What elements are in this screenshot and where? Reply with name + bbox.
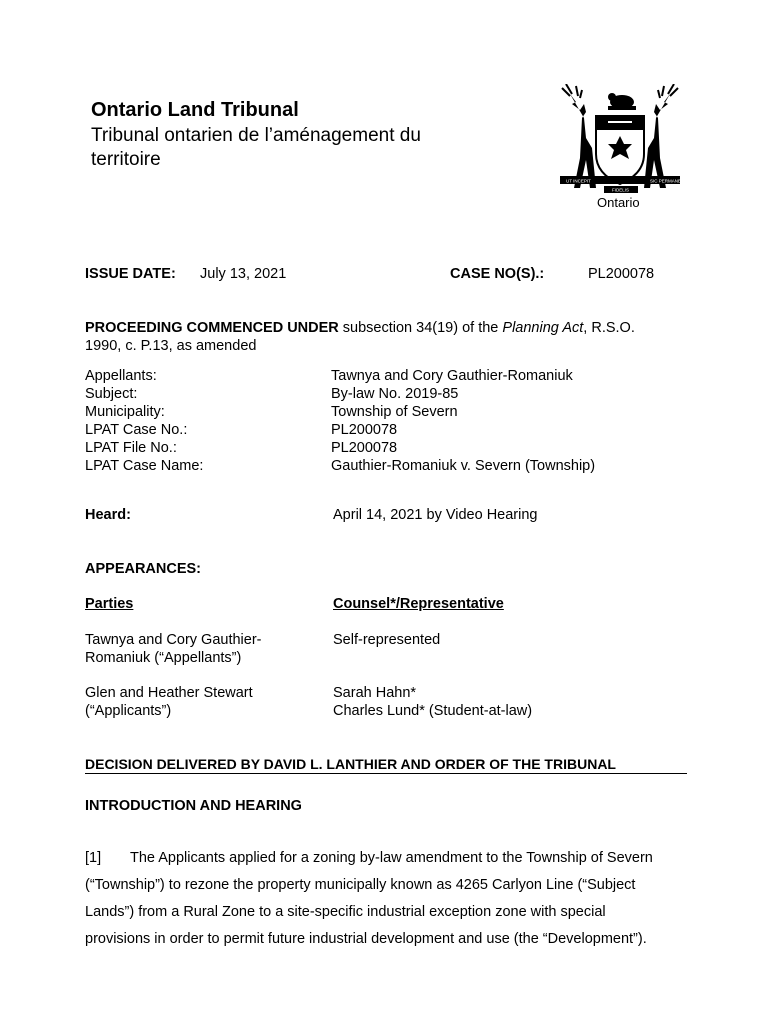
detail-label-subject: Subject: — [85, 386, 138, 402]
tribunal-title-fr: Tribunal ontarien de l’aménagement du territoire — [91, 125, 421, 170]
paragraph-1-number: [1] — [85, 850, 102, 866]
issue-date-label: ISSUE DATE: — [85, 266, 176, 282]
detail-value-case-name: Gauthier-Romaniuk v. Severn (Township) — [331, 458, 596, 474]
decision-heading-rule — [85, 773, 687, 774]
detail-label-case-name: LPAT Case Name: — [85, 458, 204, 474]
tribunal-title-en: Ontario Land Tribunal — [91, 99, 299, 121]
decision-heading: DECISION DELIVERED BY DAVID L. LANTHIER AND ORDER OF THE TRIBUNAL — [85, 756, 616, 772]
motto-right: SIC PERMANET — [650, 178, 684, 184]
detail-value-appellants: Tawnya and Cory Gauthier-Romaniuk — [331, 368, 573, 384]
proceeding-act: Planning Act — [502, 320, 584, 336]
motto-center: FIDELIS — [612, 187, 630, 193]
party-2-line-1: Glen and Heather Stewart — [85, 685, 253, 701]
paragraph-1-line-2: (“Township”) to rezone the property municipally known as 4265 Carlyon Line (“Subject — [85, 877, 636, 893]
party-1-line-2: Romaniuk (“Appellants”) — [85, 650, 242, 666]
logo-wordmark: Ontario — [597, 195, 640, 210]
paragraph-1-line-4: provisions in order to permit future industrial development and use (the “Development”). — [85, 931, 647, 947]
proceeding-line-2: 1990, c. P.13, as amended — [85, 338, 257, 354]
paragraph-1-line-3: Lands”) from a Rural Zone to a site-specific industrial exception zone with special — [85, 904, 606, 920]
intro-heading: INTRODUCTION AND HEARING — [85, 798, 302, 814]
proceeding-line-1 — [85, 320, 635, 336]
parties-header: Parties — [85, 596, 134, 612]
issue-date-value: July 13, 2021 — [200, 266, 287, 282]
appearances-heading: APPEARANCES: — [85, 561, 202, 577]
motto-left: UT INCEPIT — [566, 178, 591, 184]
counsel-2-line-1: Sarah Hahn* — [333, 685, 417, 701]
counsel-1-line-1: Self-represented — [333, 632, 441, 648]
case-no-label: CASE NO(S).: — [450, 266, 545, 282]
party-1-line-1: Tawnya and Cory Gauthier- — [85, 632, 262, 648]
case-no-value: PL200078 — [588, 266, 655, 282]
proceeding-text1: subsection 34(19) of the — [338, 320, 503, 336]
detail-value-file-no: PL200078 — [331, 440, 398, 456]
proceeding-text2: , R.S.O. — [583, 320, 635, 336]
detail-value-subject: By-law No. 2019-85 — [331, 386, 459, 402]
counsel-header: Counsel*/Representative — [333, 596, 504, 612]
detail-value-case-no: PL200078 — [331, 422, 398, 438]
detail-label-municipality: Municipality: — [85, 404, 165, 420]
detail-label-case-no: LPAT Case No.: — [85, 422, 188, 438]
ontario-coat-of-arms-logo — [552, 84, 688, 210]
detail-value-municipality: Township of Severn — [331, 404, 458, 420]
detail-label-file-no: LPAT File No.: — [85, 440, 177, 456]
heard-label: Heard: — [85, 507, 131, 523]
counsel-2-line-2: Charles Lund* (Student-at-law) — [333, 703, 533, 719]
detail-label-appellants: Appellants: — [85, 368, 157, 384]
proceeding-bold: PROCEEDING COMMENCED UNDER — [85, 320, 339, 336]
heard-value: April 14, 2021 by Video Hearing — [333, 507, 538, 523]
party-2-line-2: (“Applicants”) — [85, 703, 172, 719]
paragraph-1-line-1: The Applicants applied for a zoning by-law amendment to the Township of Severn — [130, 850, 653, 866]
